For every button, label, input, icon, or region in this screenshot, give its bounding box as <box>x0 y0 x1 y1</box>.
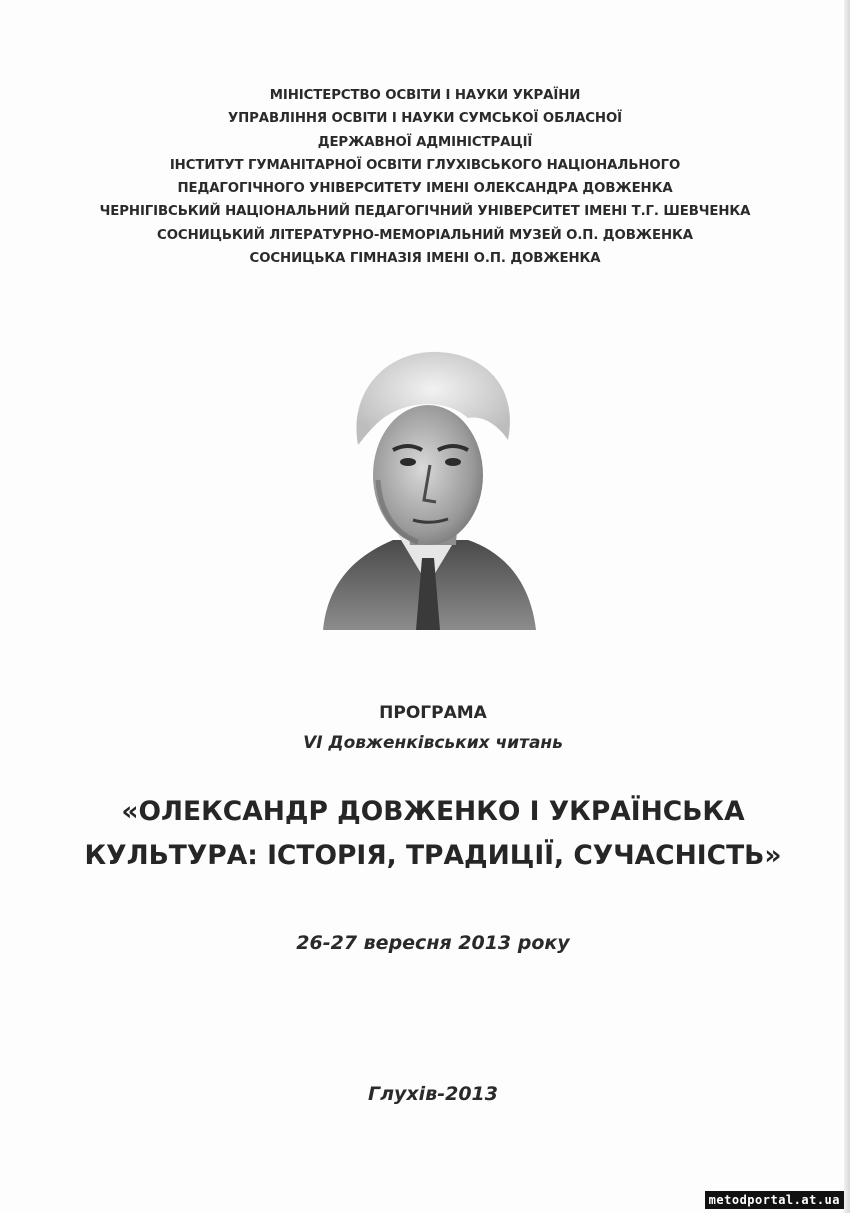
org-line: ЧЕРНІГІВСЬКИЙ НАЦІОНАЛЬНИЙ ПЕДАГОГІЧНИЙ УНІВЕРСИТЕТ ІМЕНІ Т.Г. ШЕВЧЕНКА <box>99 204 751 220</box>
watermark: metodportal.at.ua <box>705 1191 844 1209</box>
org-line: ІНСТИТУТ ГУМАНІТАРНОЇ ОСВІТИ ГЛУХІВСЬКОГО НАЦІОНАЛЬНОГО <box>169 157 681 173</box>
org-line: ДЕРЖАВНОЇ АДМІНІСТРАЦІЇ <box>317 134 533 150</box>
page-edge-shadow <box>844 0 850 1213</box>
organizations-header <box>40 84 810 270</box>
event-dates: 26-27 вересня 2013 року <box>296 932 570 954</box>
org-line: МІНІСТЕРСТВО ОСВІТИ І НАУКИ УКРАЇНИ <box>269 88 581 103</box>
title-line: КУЛЬТУРА: ІСТОРІЯ, ТРАДИЦІЇ, СУЧАСНІСТЬ» <box>84 840 782 871</box>
org-line: СОСНИЦЬКА ГІМНАЗІЯ ІМЕНІ О.П. ДОВЖЕНКА <box>249 251 601 267</box>
org-line: УПРАВЛІННЯ ОСВІТИ І НАУКИ СУМСЬКОЇ ОБЛАСНОЇ <box>227 111 622 127</box>
portrait-image <box>318 330 540 630</box>
conference-title <box>0 790 850 878</box>
program-label: ПРОГРАМА <box>379 703 487 723</box>
title-line: «ОЛЕКСАНДР ДОВЖЕНКО І УКРАЇНСЬКА <box>121 796 745 827</box>
org-line: СОСНИЦЬКИЙ ЛІТЕРАТУРНО-МЕМОРІАЛЬНИЙ МУЗЕЙ О.П. ДОВЖЕНКА <box>157 227 693 243</box>
place-year: Глухів-2013 <box>368 1083 498 1105</box>
readings-subtitle: VI Довженківських читань <box>303 733 563 753</box>
org-line: ПЕДАГОГІЧНОГО УНІВЕРСИТЕТУ ІМЕНІ ОЛЕКСАНДРА ДОВЖЕНКА <box>177 181 673 197</box>
